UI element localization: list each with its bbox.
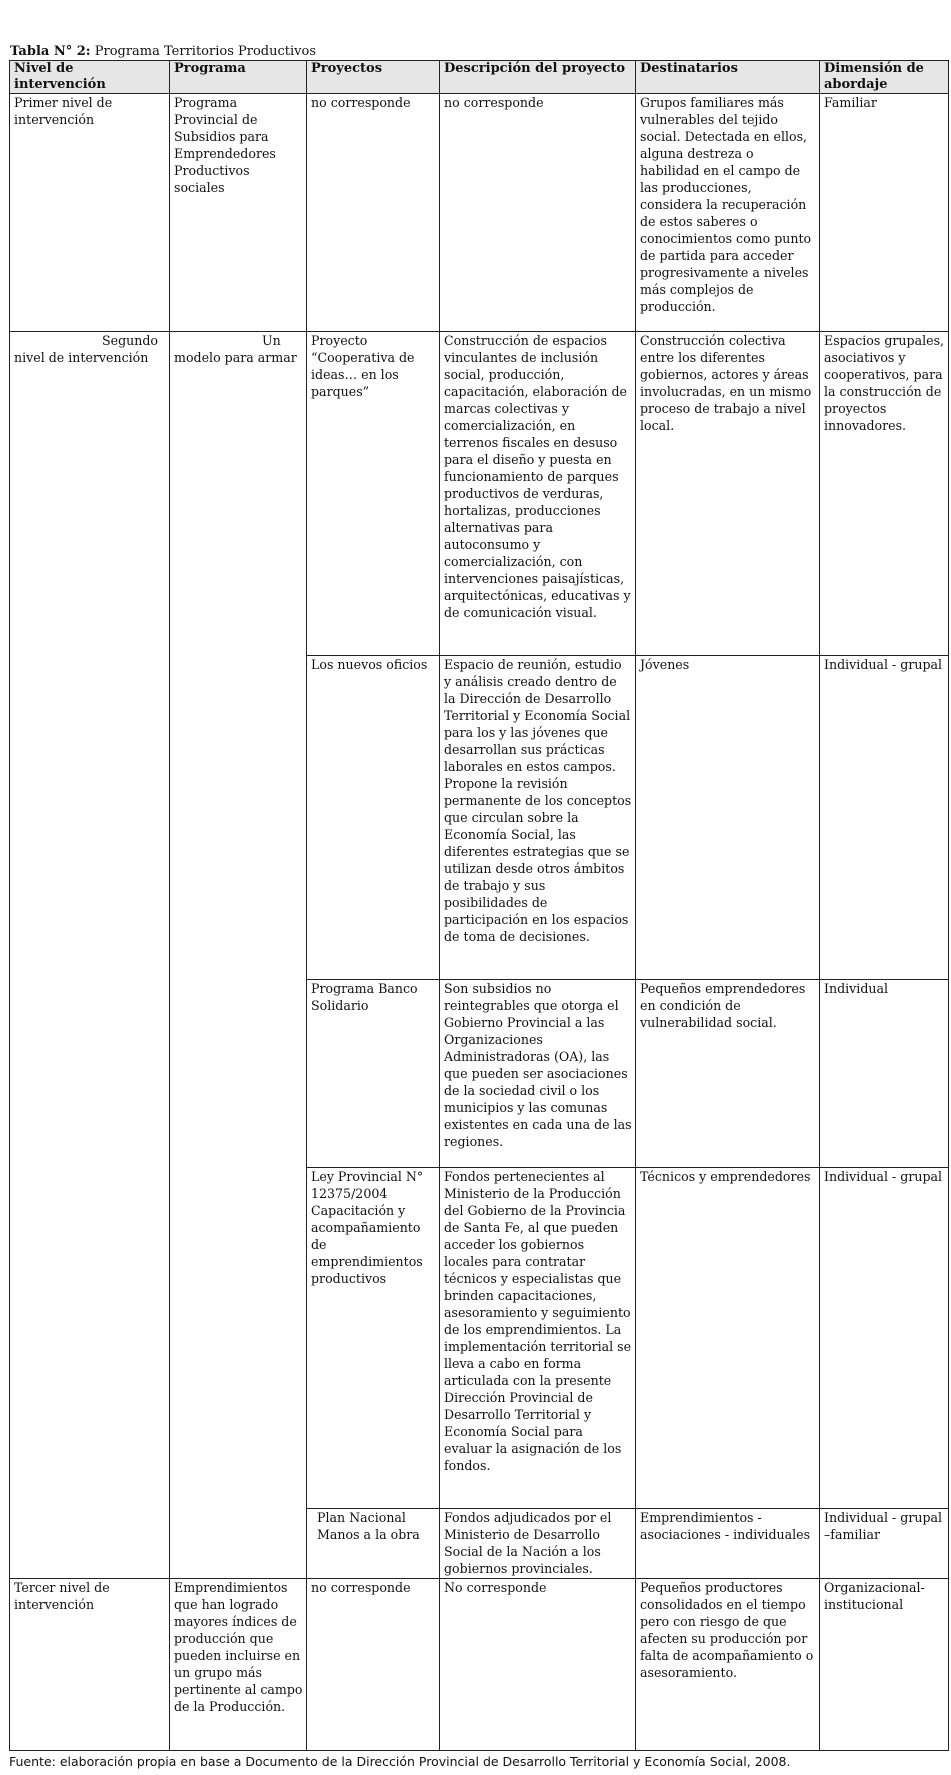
descripcion-cell: Fondos pertenecientes al Ministerio de la Producción del Gobierno de la Provincia de Santa Fe, al que pueden acceder los gobiernos locales para contratar técnicos y especialistas que brinden capacitaciones, asesoramiento y seguimiento de los emprendimientos. La implementación territorial se lleva a cabo en forma articulada con la presente Dirección Provincial de Desarrollo Territorial y Economía Social para evaluar la asignación de los fondos.	[440, 1168, 636, 1509]
destinatarios-cell: Pequeños emprendedores en condición de vulnerabilidad social.	[636, 980, 820, 1168]
header-destinatarios: Destinatarios	[636, 61, 820, 94]
proyecto-cell: Plan Nacional Manos a la obra	[307, 1509, 440, 1579]
proyecto-cell: Ley Provincial N° 12375/2004 Capacitación y acompañamiento de emprendimientos productivos	[307, 1168, 440, 1509]
table-row	[10, 332, 949, 656]
table-row	[10, 94, 949, 332]
caption-prefix: Tabla N° 2:	[10, 44, 91, 59]
caption-title: Programa Territorios Productivos	[94, 44, 317, 59]
dimension-cell: Espacios grupales, asociativos y cooperativos, para la construcción de proyectos innovadores.	[820, 332, 949, 656]
table-row	[10, 1579, 949, 1751]
destinatarios-cell: Pequeños productores consolidados en el tiempo pero con riesgo de que afecten su producción por falta de acompañamiento o asesoramiento.	[636, 1579, 820, 1751]
descripcion-cell: Espacio de reunión, estudio y análisis creado dentro de la Dirección de Desarrollo Territorial y Economía Social para los y las jóvenes que desarrollan sus prácticas laborales en estos campos. Propone la revisión permanente de los conceptos que circulan sobre la Economía Social, las diferentes estrategias que se utilizan desde otros ámbitos de trabajo y sus posibilidades de participación en los espacios de toma de decisiones.	[440, 656, 636, 980]
dimension-cell: Individual - grupal	[820, 1168, 949, 1509]
header-nivel: Nivel de intervención	[10, 61, 170, 94]
dimension-cell: Individual - grupal	[820, 656, 949, 980]
proyecto-cell: Los nuevos oficios	[307, 656, 440, 980]
descripcion-cell: No corresponde	[440, 1579, 636, 1751]
proyecto-cell: Programa Banco Solidario	[307, 980, 440, 1168]
nivel-cell: Primer nivel de intervención	[10, 94, 170, 332]
header-programa: Programa	[170, 61, 307, 94]
destinatarios-cell: Grupos familiares más vulnerables del tejido social. Detectada en ellos, alguna destreza o habilidad en el campo de las producciones, considera la recuperación de estos saberes o conocimientos como punto de partida para acceder progresivamente a niveles más complejos de producción.	[636, 94, 820, 332]
source-note: Fuente: elaboración propia en base a Documento de la Dirección Provincial de Desarrollo Territorial y Economía Social, 2008.	[9, 1754, 791, 1769]
destinatarios-cell: Emprendimientos - asociaciones - individuales	[636, 1509, 820, 1579]
dimension-cell: Organizacional- institucional	[820, 1579, 949, 1751]
destinatarios-cell: Jóvenes	[636, 656, 820, 980]
destinatarios-cell: Construcción colectiva entre los diferentes gobiernos, actores y áreas involucradas, en un mismo proceso de trabajo a nivel local.	[636, 332, 820, 656]
descripcion-cell: Construcción de espacios vinculantes de inclusión social, producción, capacitación, elaboración de marcas colectivas y comercialización, en terrenos fiscales en desuso para el diseño y puesta en funcionamiento de parques productivos de verduras, hortalizas, producciones alternativas para autoconsumo y comercialización, con intervenciones paisajísticas, arquitectónicas, educativas y de comunicación visual.	[440, 332, 636, 656]
programa-cell: Programa Provincial de Subsidios para Emprendedores Productivos sociales	[170, 94, 307, 332]
descripcion-cell: Son subsidios no reintegrables que otorga el Gobierno Provincial a las Organizaciones Administradoras (OA), las que pueden ser asociaciones de la sociedad civil o los municipios y las comunas existentes en cada una de las regiones.	[440, 980, 636, 1168]
dimension-cell: Individual - grupal –familiar	[820, 1509, 949, 1579]
territorios-productivos-table	[9, 60, 949, 1751]
header-proyectos: Proyectos	[307, 61, 440, 94]
descripcion-cell: no corresponde	[440, 94, 636, 332]
destinatarios-cell: Técnicos y emprendedores	[636, 1168, 820, 1509]
header-dimension: Dimensión de abordaje	[820, 61, 949, 94]
programa-cell: Emprendimientos que han logrado mayores índices de producción que pueden incluirse en un grupo más pertinente al campo de la Producción.	[170, 1579, 307, 1751]
proyecto-cell: no corresponde	[307, 94, 440, 332]
header-descripcion: Descripción del proyecto	[440, 61, 636, 94]
nivel-cell: Segundo nivel de intervención	[10, 332, 170, 1579]
dimension-cell: Familiar	[820, 94, 949, 332]
table-caption	[10, 44, 316, 59]
dimension-cell: Individual	[820, 980, 949, 1168]
nivel-cell: Tercer nivel de intervención	[10, 1579, 170, 1751]
descripcion-cell: Fondos adjudicados por el Ministerio de Desarrollo Social de la Nación a los gobiernos provinciales.	[440, 1509, 636, 1579]
header-row	[10, 61, 949, 94]
proyecto-cell: Proyecto “Cooperativa de ideas… en los parques”	[307, 332, 440, 656]
programa-cell: Un modelo para armar	[170, 332, 307, 1579]
proyecto-cell: no corresponde	[307, 1579, 440, 1751]
